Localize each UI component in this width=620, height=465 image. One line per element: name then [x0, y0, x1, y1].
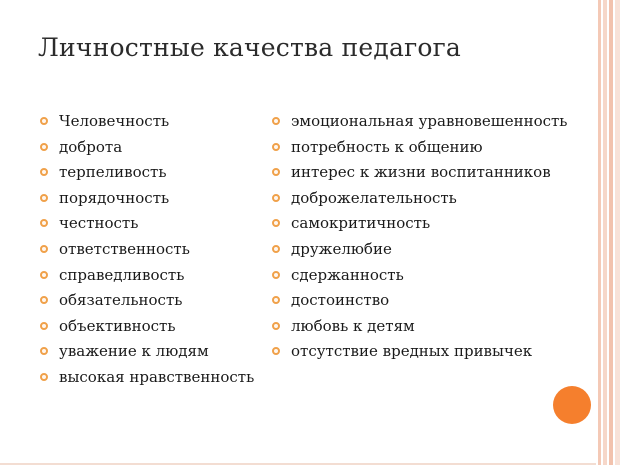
- bullet-icon: [272, 271, 280, 279]
- list-item: [40, 317, 270, 336]
- bullet-icon: [40, 271, 48, 279]
- list-item: [40, 291, 270, 310]
- list-item: [40, 112, 270, 131]
- list-item: [272, 266, 582, 285]
- decorative-stripes: [596, 0, 620, 465]
- bullet-icon: [272, 245, 280, 253]
- slide-title: Личностные качества педагога: [38, 33, 462, 62]
- bullet-icon: [40, 117, 48, 125]
- left-bullet-list: [40, 112, 270, 394]
- bullet-icon: [272, 117, 280, 125]
- list-item-text: Человечность: [59, 112, 170, 130]
- list-item-text: справедливость: [59, 265, 185, 284]
- bullet-icon: [40, 245, 48, 253]
- bullet-icon: [40, 347, 48, 355]
- list-item: [272, 214, 582, 233]
- list-item: [40, 138, 270, 157]
- list-item-text: дружелюбие: [291, 239, 392, 258]
- list-item-text: сдержанность: [291, 265, 404, 284]
- list-item: [40, 214, 270, 233]
- stripe: [603, 0, 607, 465]
- list-item-text: отсутствие вредных привычек: [291, 342, 533, 361]
- bullet-icon: [272, 322, 280, 330]
- right-bullet-list: [272, 112, 582, 368]
- list-item: [272, 317, 582, 336]
- bullet-icon: [272, 296, 280, 304]
- list-item: [272, 163, 582, 182]
- bullet-icon: [40, 296, 48, 304]
- bullet-icon: [272, 219, 280, 227]
- list-item: [40, 266, 270, 285]
- stripe: [615, 0, 620, 465]
- list-item-text: интерес к жизни воспитанников: [291, 163, 551, 182]
- list-item-text: эмоциональная уравновешенность: [291, 112, 568, 130]
- list-item-text: обязательность: [59, 291, 183, 310]
- bullet-icon: [40, 168, 48, 176]
- stripe: [598, 0, 601, 465]
- list-item: [272, 342, 582, 361]
- list-item-text: высокая нравственность: [59, 367, 255, 386]
- list-item-text: уважение к людям: [59, 342, 209, 361]
- list-item-text: объективность: [59, 316, 176, 335]
- bullet-icon: [40, 194, 48, 202]
- list-item-text: порядочность: [59, 188, 170, 207]
- bullet-icon: [272, 168, 280, 176]
- list-item: [40, 240, 270, 259]
- bullet-icon: [40, 143, 48, 151]
- list-item-text: самокритичность: [291, 214, 431, 233]
- list-item: [272, 291, 582, 310]
- list-item: [272, 112, 582, 131]
- list-item: [40, 342, 270, 361]
- list-item-text: потребность к общению: [291, 137, 483, 156]
- list-item-text: доброта: [59, 137, 123, 156]
- stripe: [609, 0, 613, 465]
- bullet-icon: [40, 322, 48, 330]
- bullet-icon: [272, 347, 280, 355]
- list-item: [40, 189, 270, 208]
- list-item-text: любовь к детям: [291, 316, 415, 335]
- list-item: [40, 163, 270, 182]
- bullet-icon: [272, 143, 280, 151]
- list-item-text: ответственность: [59, 239, 190, 258]
- list-item-text: доброжелательность: [291, 188, 457, 207]
- bullet-icon: [272, 194, 280, 202]
- bullet-icon: [40, 219, 48, 227]
- list-item: [272, 240, 582, 259]
- list-item: [272, 138, 582, 157]
- list-item: [272, 189, 582, 208]
- bullet-icon: [40, 373, 48, 381]
- list-item-text: терпеливость: [59, 163, 167, 182]
- list-item: [40, 368, 270, 387]
- list-item-text: честность: [59, 214, 139, 233]
- list-item-text: достоинство: [291, 291, 390, 310]
- accent-circle: [553, 386, 591, 424]
